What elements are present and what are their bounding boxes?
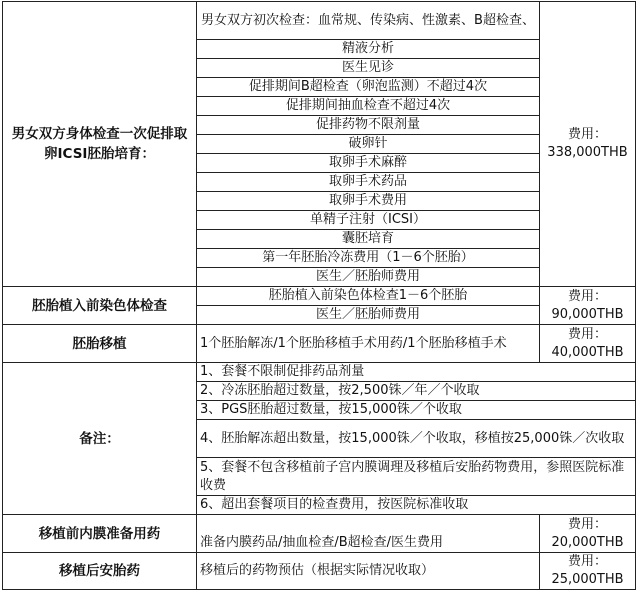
item-ultrasound-monitoring: 促排期间B超检查（卵泡监测）不超过4次: [197, 78, 540, 97]
pricing-table: [2, 1, 636, 590]
fee-label: 费用：: [567, 516, 607, 532]
fee-label: 费用：: [567, 127, 607, 142]
section-title-endometrium-prep: 移植前内膜准备用药: [3, 515, 197, 553]
item-pgs-doctor-fee: 医生／胚胎师费用: [197, 306, 540, 325]
fee-cell-pgs: [540, 287, 636, 325]
section-title-exam-icsi: 男女双方身体检查一次促排取卵ICSI胚胎培育：: [3, 2, 197, 287]
item-post-transfer: 移植后的药物预估（根据实际情况收取）: [197, 553, 540, 590]
item-endometrium-prep: 准备内膜药品/抽血检查/B超检查/医生费用: [197, 515, 540, 553]
item-trigger-shot: 破卵针: [197, 135, 540, 154]
note-3: 3、PGS胚胎超过数量，按15,000铢／个收取: [197, 401, 636, 420]
fee-cell-endometrium-prep: [540, 515, 636, 553]
fee-label: 费用：: [567, 326, 607, 342]
item-initial-exam: 男女双方初次检查：血常规、传染病、性激素、B超检查、: [197, 2, 540, 40]
fee-value: 90,000THB: [551, 306, 624, 322]
fee-value: 40,000THB: [551, 344, 624, 360]
fee-cell-post-transfer: [540, 553, 636, 590]
item-transfer: 1个胚胎解冻/1个胚胎移植手术用药/1个胚胎移植手术: [197, 325, 540, 363]
fee-label: 费用：: [567, 288, 607, 304]
section-title-post-transfer: 移植后安胎药: [3, 553, 197, 590]
item-blastocyst-culture: 囊胚培育: [197, 230, 540, 249]
item-doctor-consult: 医生见诊: [197, 59, 540, 78]
fee-cell-transfer: [540, 325, 636, 363]
note-1: 1、套餐不限制促排药品剂量: [197, 363, 636, 382]
fee-cell-exam-icsi: [540, 2, 636, 287]
item-icsi: 单精子注射（ICSI）: [197, 211, 540, 230]
note-5: 5、套餐不包含移植前子宫内膜调理及移植后安胎药物费用，参照医院标准收费: [197, 458, 636, 496]
section-title-pgs: 胚胎植入前染色体检查: [3, 287, 197, 325]
item-stimulation-drugs: 促排药物不限剂量: [197, 116, 540, 135]
note-6: 6、超出套餐项目的检查费用，按医院标准收取: [197, 496, 636, 515]
fee-value: 338,000THB: [547, 145, 628, 160]
item-retrieval-surgery-fee: 取卵手术费用: [197, 192, 540, 211]
item-retrieval-drugs: 取卵手术药品: [197, 173, 540, 192]
item-pgs-test: 胚胎植入前染色体检查1－6个胚胎: [197, 287, 540, 306]
notes-title: 备注：: [3, 363, 197, 515]
item-embryo-freezing: 第一年胚胎冷冻费用（1－6个胚胎）: [197, 249, 540, 268]
note-4: 4、胚胎解冻超出数量，按15,000铢／个收取，移植按25,000铢／次收取: [197, 420, 636, 458]
item-retrieval-anesthesia: 取卵手术麻醉: [197, 154, 540, 173]
item-semen-analysis: 精液分析: [197, 40, 540, 59]
item-blood-test: 促排期间抽血检查不超过4次: [197, 97, 540, 116]
fee-value: 20,000THB: [551, 534, 624, 550]
fee-value: 25,000THB: [551, 572, 624, 587]
section-title-transfer: 胚胎移植: [3, 325, 197, 363]
note-2: 2、冷冻胚胎超过数量，按2,500铢／年／个收取: [197, 382, 636, 401]
fee-label: 费用：: [567, 554, 607, 569]
item-doctor-embryologist-fee: 医生／胚胎师费用: [197, 268, 540, 287]
